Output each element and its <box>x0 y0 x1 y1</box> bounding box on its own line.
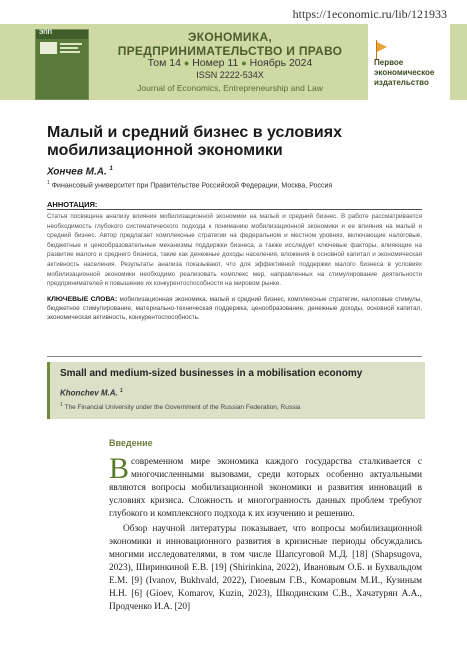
keywords <box>47 295 422 323</box>
journal-title-line2: ПРЕДПРИНИМАТЕЛЬСТВО И ПРАВО <box>117 44 343 58</box>
journal-date: Ноябрь 2024 <box>249 57 313 69</box>
bullet-icon: ● <box>241 58 247 68</box>
english-affiliation-superscript: 1 <box>60 402 63 408</box>
bullet-icon: ● <box>183 58 190 68</box>
abstract-heading: АННОТАЦИЯ: <box>47 200 98 209</box>
english-affiliation <box>60 402 300 411</box>
article-title: Малый и средний бизнес в условиях мобилизационной экономики <box>47 124 342 159</box>
journal-volume: Том 14 <box>147 57 181 69</box>
journal-issue-info <box>100 57 360 69</box>
english-affiliation-text: The Financial University under the Government of the Russian Federation, Russia <box>64 404 301 412</box>
article-author <box>47 166 113 177</box>
journal-title <box>100 30 360 58</box>
publisher-line1: Первое <box>374 58 404 67</box>
cover-picture <box>40 42 57 54</box>
publisher-logo <box>368 24 450 100</box>
divider <box>47 209 422 210</box>
publisher-name <box>374 58 452 88</box>
publisher-line3: издательство <box>374 78 429 87</box>
keywords-text: мобилизационная экономика, малый и средний бизнес, комплексные стратегии, налоговые стимулы, бюджетное стимулирование, материально-техническая поддержка, ценообразование, денежные доходы, основной капитал, экономическая активность, конкурентоспособность. <box>47 296 422 322</box>
publisher-line2: экономическое <box>374 68 435 77</box>
paragraph: Обзор научной литературы показывает, что вопросы мобилизационной экономики и инновационного развития в кризисные периоды обсуждались многими исследователями, в том числе Шапсуговой М.Д. [18] (Shapsugova, 2023), Ширинкиной Е.В. [19] (Shirinkina, 2022), Ивановым О.Б. и Бухвальдом Е.М. [9] (Ivanov, Bukhvald, 2022), Гиоевым Г.В., Комаровым М.И., Кузиным Н.Н. [6] (Gioev, Komarov, Kuzin, 2023), Шкодинским С.В., Хачатурян А.А., Продченко И.А. [20] <box>109 524 422 612</box>
affiliation-superscript: 1 <box>47 180 50 186</box>
english-author <box>60 388 123 398</box>
abstract-text: Статья посвящена анализу влияния мобилизационной экономики на малый и средний бизнес. В работе рассматривается необходимость глубокого систематического подхода к пониманию мобилизационной экономики и ее влияния на малый и средний бизнес. Автор предлагает комплексные стратегии на федеральном и местном уровнях, включающие налоговые, бюджетные и ценообразовательные механизмы поддержки бизнеса, а также исследует ключевые факторы, влияющие на развитие малого и среднего бизнеса, такие как денежные доходы населения, вложения в основной капитал и экономическая активность населения. Результаты анализа показывают, что для эффективной поддержки малого бизнеса в условиях мобилизационной экономики необходимо реализовать комплекс мер, направленных на стимулирование деятельности предпринимателей и повышение их конкурентоспособности на мировом рынке. <box>47 213 422 288</box>
cover-line <box>60 43 82 45</box>
english-summary-box <box>47 362 425 419</box>
english-title: Small and medium-sized businesses in a mobilisation economy <box>60 368 363 379</box>
journal-title-line1: ЭКОНОМИКА, <box>187 30 273 44</box>
author-superscript: 1 <box>109 166 113 172</box>
english-author-superscript: 1 <box>120 388 123 394</box>
english-author-name: Khonchev M.A. <box>60 388 118 398</box>
cover-label: ЭПП <box>39 30 52 36</box>
drop-cap: В <box>109 452 130 485</box>
body-text <box>109 452 422 614</box>
cover-line <box>60 47 78 49</box>
section-heading: Введение <box>109 438 153 448</box>
flag-icon <box>377 42 387 52</box>
journal-english-title: Journal of Economics, Entrepreneurship and Law <box>137 83 323 93</box>
author-affiliation <box>47 180 332 189</box>
paragraph-text: современном мире экономика каждого государства сталкивается с многочисленными вызовами, среди которых особенно актуальными являются вопросы мобилизационной экономики и развития инноваций в условиях кризиса. Сложность и многогранность данных проблем требуют глубокого и комплексного подхода к их изучению и решению. <box>109 457 422 519</box>
paragraph <box>109 452 422 521</box>
keywords-label: КЛЮЧЕВЫЕ СЛОВА: <box>47 296 118 303</box>
affiliation-text: Финансовый университет при Правительстве Российской Федерации, Москва, Россия <box>51 182 333 190</box>
author-name: Хончев М.А. <box>47 166 107 178</box>
journal-cover-thumbnail <box>35 29 89 100</box>
cover-line <box>60 51 80 53</box>
divider <box>47 356 422 357</box>
cover-header <box>36 30 88 39</box>
journal-number: Номер 11 <box>192 57 239 69</box>
page-url[interactable]: https://1economic.ru/lib/121933 <box>292 7 447 21</box>
journal-issn: ISSN 2222-534X <box>196 70 264 80</box>
